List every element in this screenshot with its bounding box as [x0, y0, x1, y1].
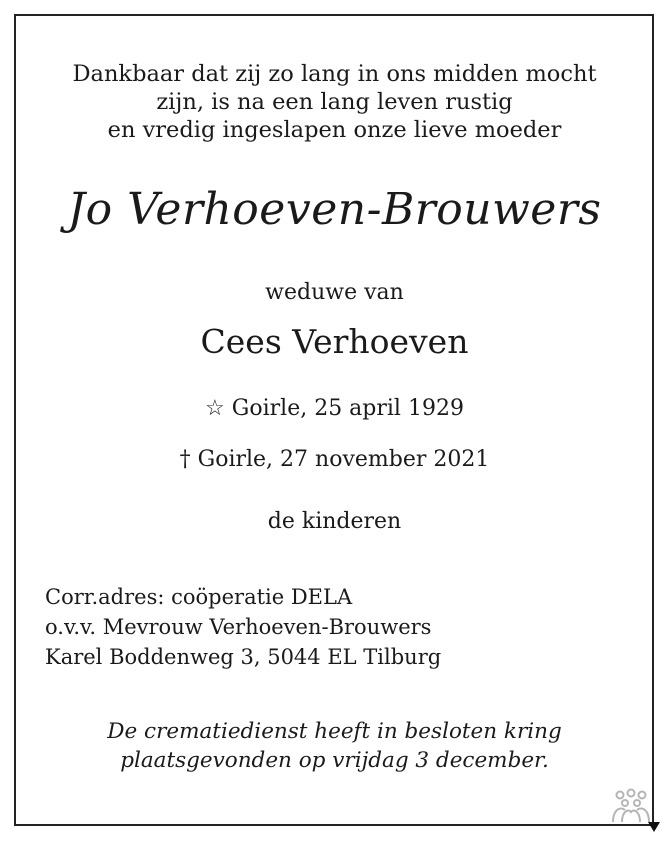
cross-icon: †	[179, 447, 191, 472]
service-line-2: plaatsgevonden op vrijdag 3 december.	[120, 748, 549, 773]
intro-line-1: Dankbaar dat zij zo lang in ons midden mocht	[72, 61, 597, 87]
death-line	[0, 447, 669, 472]
deceased-name: Jo Verhoeven-Brouwers	[67, 184, 602, 235]
triangle-down-icon[interactable]	[648, 822, 660, 832]
address-line-3: Karel Boddenweg 3, 5044 EL Tilburg	[45, 645, 442, 669]
intro-line-3: en vredig ingeslapen onze lieve moeder	[107, 117, 562, 143]
address-line-1: Corr.adres: coöperatie DELA	[45, 585, 353, 609]
husband-name: Cees Verhoeven	[200, 322, 469, 361]
death-text: Goirle, 27 november 2021	[197, 447, 490, 472]
people-group-icon	[608, 788, 654, 824]
intro-line-2: zijn, is na een lang leven rustig	[156, 89, 513, 115]
birth-text: Goirle, 25 april 1929	[231, 396, 464, 421]
star-icon: ☆	[205, 396, 225, 421]
service-notice	[0, 717, 669, 775]
service-line-1: De crematiedienst heeft in besloten kring	[107, 719, 562, 744]
signature: de kinderen	[267, 509, 402, 534]
birth-line	[0, 396, 669, 421]
intro-text	[0, 60, 669, 144]
address-line-2: o.v.v. Mevrouw Verhoeven-Brouwers	[45, 615, 432, 639]
widow-of-label: weduwe van	[265, 280, 404, 305]
correspondence-address	[45, 582, 441, 672]
